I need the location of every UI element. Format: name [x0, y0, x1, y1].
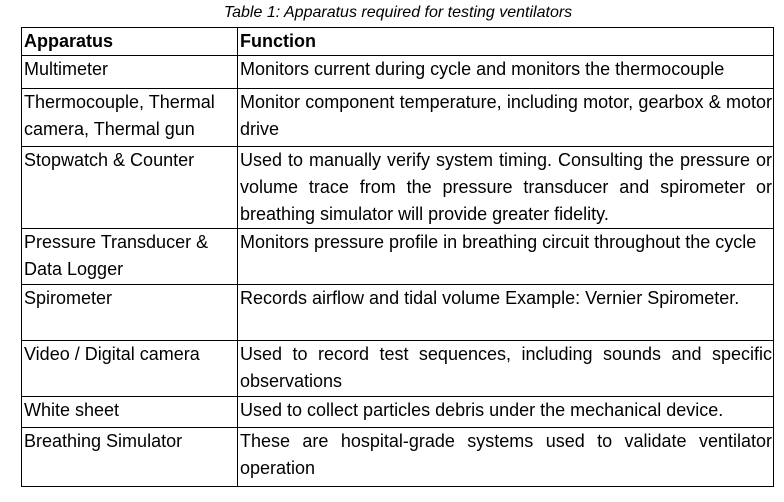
table-row: [22, 147, 774, 229]
column-header-apparatus: Apparatus: [22, 28, 238, 56]
apparatus-cell: Breathing Simulator: [22, 428, 238, 487]
function-cell: Records airflow and tidal volume Example: Vernier Spirometer.: [238, 285, 774, 341]
table-row: [22, 428, 774, 487]
table-row: [22, 285, 774, 341]
table-row: [22, 341, 774, 397]
table-header-row: [22, 28, 774, 56]
apparatus-cell: Video / Digital camera: [22, 341, 238, 397]
table-caption: Table 1: Apparatus required for testing ventilators: [223, 4, 573, 21]
function-cell: Monitor component temperature, including motor, gearbox & motor drive: [238, 89, 774, 147]
apparatus-cell: Stopwatch & Counter: [22, 147, 238, 229]
column-header-function: Function: [238, 28, 774, 56]
function-cell: Used to manually verify system timing. Consulting the pressure or volume trace from the pressure transducer and spirometer or breathing simulator will provide greater fidelity.: [238, 147, 774, 229]
apparatus-cell: White sheet: [22, 397, 238, 428]
function-cell: Monitors current during cycle and monitors the thermocouple: [238, 56, 774, 89]
apparatus-cell: Multimeter: [22, 56, 238, 89]
function-cell: These are hospital-grade systems used to validate ventilator operation: [238, 428, 774, 487]
table-row: [22, 397, 774, 428]
table-row: [22, 56, 774, 89]
apparatus-cell: Pressure Transducer & Data Logger: [22, 229, 238, 285]
apparatus-cell: Spirometer: [22, 285, 238, 341]
function-cell: Used to record test sequences, including sounds and specific observations: [238, 341, 774, 397]
function-cell: Monitors pressure profile in breathing circuit throughout the cycle: [238, 229, 774, 285]
function-cell: Used to collect particles debris under the mechanical device.: [238, 397, 774, 428]
table-row: [22, 229, 774, 285]
apparatus-table: [21, 27, 774, 487]
table-row: [22, 89, 774, 147]
apparatus-cell: Thermocouple, Thermal camera, Thermal gun: [22, 89, 238, 147]
